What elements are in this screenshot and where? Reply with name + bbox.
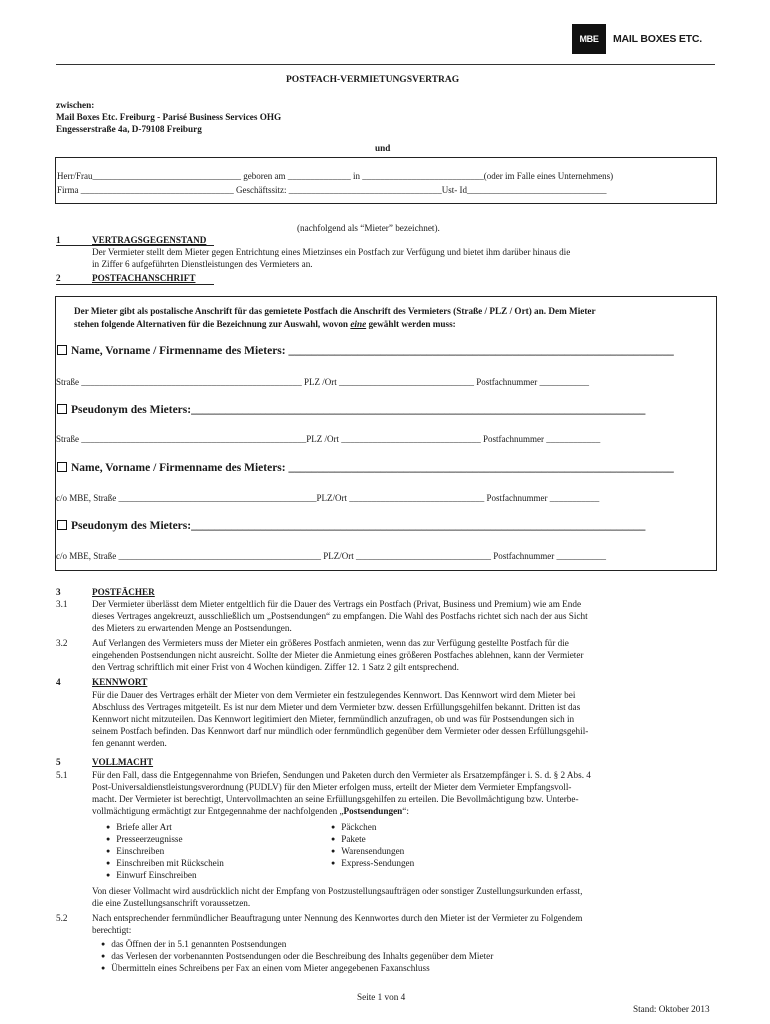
section-1-rule: [56, 245, 214, 246]
document-date: Stand: Oktober 2013: [633, 1004, 710, 1014]
list-item: ● Briefe aller Art: [106, 821, 224, 833]
section-4-title: KENNWORT: [92, 677, 148, 687]
document-title: POSTFACH-VERMIETUNGSVERTRAG: [286, 75, 460, 85]
page-number: Seite 1 von 4: [357, 992, 406, 1002]
section-2-rule: [56, 284, 214, 285]
tenant-note: (nachfolgend als “Mieter” bezeichnet).: [297, 223, 440, 233]
checkbox-icon[interactable]: [57, 345, 67, 355]
list-item: ● Einschreiben: [106, 845, 224, 857]
section-5-2-number: 5.2: [56, 913, 68, 923]
landlord-address: Engesserstraße 4a, D-79108 Freiburg: [56, 124, 202, 134]
landlord-name: Mail Boxes Etc. Freiburg - Parisé Business Services OHG: [56, 112, 282, 122]
checkbox-icon[interactable]: [57, 462, 67, 472]
section-3-2-number: 3.2: [56, 638, 68, 648]
section-5-title: VOLLMACHT: [92, 757, 154, 767]
list-item: ● Päckchen: [331, 821, 414, 833]
mbe-logo: MBE: [572, 24, 606, 54]
list-item: ● Übermitteln eines Schreibens per Fax an einen vom Mieter angegebenen Faxanschluss: [101, 962, 493, 974]
header-rule: [56, 64, 715, 65]
option-3-fields[interactable]: c/o MBE, Straße ____________________________________________PLZ/Ort ______________________________ Postfachnummer ___________: [56, 493, 600, 503]
company-logo-text: MAIL BOXES ETC.: [613, 33, 702, 45]
list-item: ● Presseerzeugnisse: [106, 833, 224, 845]
authorized-items-left: [106, 821, 224, 881]
option-1-title: Name, Vorname / Firmenname des Mieters: ___________________________________________________________________: [71, 345, 674, 357]
section-4-number: 4: [56, 677, 61, 687]
tenant-company-line[interactable]: Firma __________________________________ Geschäftssitz: __________________________________Ust- Id_______________________________: [57, 185, 607, 195]
option-4-title: Pseudonym des Mieters:_______________________________________________________________________________: [71, 520, 646, 532]
section-3-1-text: Der Vermieter überlässt dem Mieter entgeltlich für die Dauer des Vertrags ein Postfach (Privat, Business und Premium) wie am Ende dieses Vertrages angekreuzt, ausschließlich um „Postsendungen“ zu empfangen. Die Wahl des Postfachs richtet sich nach der aus Sicht des Mieters zu erwartenden Menge an Postsendungen.: [92, 599, 588, 633]
checkbox-icon[interactable]: [57, 520, 67, 530]
section-3-1-number: 3.1: [56, 599, 68, 609]
emphasis-eine: eine: [350, 319, 367, 329]
authorized-items-right: [331, 821, 414, 869]
list-item: ● Pakete: [331, 833, 414, 845]
list-item: ● Express-Sendungen: [331, 857, 414, 869]
between-label: zwischen:: [56, 100, 95, 110]
section-1-title: VERTRAGSGEGENSTAND: [92, 235, 207, 245]
and-label: und: [375, 143, 391, 153]
section-5-2-items: [101, 938, 493, 974]
address-option-4[interactable]: [57, 520, 645, 532]
section-5-1-text: Für den Fall, dass die Entgegennahme von Briefen, Sendungen und Paketen durch den Vermieter als Ersatzempfänger i. S. d. § 2 Abs. 4 Post-Universaldienstleistungsverordnung (PUDLV) für den Mieter erfolgen muss, erteilt der Mieter dem Vermieter Empfangsvoll- macht. Der Vermieter ist berechtigt, Untervollmachten an seine Erfüllungsgehilfen zu erteilen. Die Bevollmächtigung bzw. Unterbe- vollmächtigung ermächtigt zur Entgegennahme der nachfolgenden „Postsendungen“:: [92, 770, 591, 816]
option-3-title: Name, Vorname / Firmenname des Mieters: ___________________________________________________________________: [71, 462, 674, 474]
address-option-1[interactable]: [57, 345, 674, 357]
list-item: ● Einschreiben mit Rückschein: [106, 857, 224, 869]
list-item: ● Einwurf Einschreiben: [106, 869, 224, 881]
section-5-1-after: Von dieser Vollmacht wird ausdrücklich nicht der Empfang von Postzustellungsaufträgen oder sonstiger Zustellungsurkunden erfasst, die eine Zustellungsanschrift voraussetzen.: [92, 886, 583, 908]
tenant-person-line[interactable]: Herr/Frau_________________________________ geboren am ______________ in ___________________________(oder im Falle eines Unternehmens): [57, 171, 614, 181]
option-4-fields[interactable]: c/o MBE, Straße _____________________________________________ PLZ/Ort ______________________________ Postfachnummer ___________: [56, 551, 606, 561]
option-1-fields[interactable]: Straße _________________________________________________ PLZ /Ort ______________________________ Postfachnummer ___________: [56, 377, 589, 387]
section-4-text: Für die Dauer des Vertrages erhält der Mieter von dem Vermieter ein festzulegendes Kennwort. Das Kennwort wird dem Mieter bei Abschluss des Vertrages mitgeteilt. Es ist nur dem Mieter und dem Vermieter bzw. dessen Erfüllungsgehilfen bekannt. Dritten ist das Kennwort nicht mitzuteilen. Das Kennwort legitimiert den Mieter, fernmündlich anzufragen, ob und was für Postsendungen sich in seinem Postfach befinden. Das Kennwort darf nur mündlich oder fernmündlich gegenüber dem Vermieter oder dessen Erfüllungsgehil- fen genannt werden.: [92, 690, 589, 748]
address-option-3[interactable]: [57, 462, 674, 474]
section-5-2-text: Nach entsprechender fernmündlicher Beauftragung unter Nennung des Kennwortes durch den Mieter ist der Vermieter zu Folgendem berechtigt:: [92, 913, 583, 935]
address-option-2[interactable]: [57, 404, 645, 416]
section-3-title: POSTFÄCHER: [92, 587, 155, 597]
section-3-number: 3: [56, 587, 61, 597]
section-2-intro-1: Der Mieter gibt als postalische Anschrift für das gemietete Postfach die Anschrift des Vermieters (Straße / PLZ / Ort) an. Dem Mieter: [74, 306, 596, 316]
postsendungen-term: Postsendungen: [343, 806, 403, 816]
section-2-number: 2: [56, 273, 61, 283]
list-item: ● das Öffnen der in 5.1 genannten Postsendungen: [101, 938, 493, 950]
section-5-1-number: 5.1: [56, 770, 68, 780]
section-2-intro-2: stehen folgende Alternativen für die Bezeichnung zur Auswahl, wovon eine gewählt werden muss:: [74, 319, 456, 329]
option-2-fields[interactable]: Straße __________________________________________________PLZ /Ort _______________________________ Postfachnummer ____________: [56, 434, 601, 444]
list-item: ● Warensendungen: [331, 845, 414, 857]
section-2-title: POSTFACHANSCHRIFT: [92, 273, 196, 283]
section-5-number: 5: [56, 757, 61, 767]
list-item: ● das Verlesen der vorbenannten Postsendungen oder die Beschreibung des Inhalts gegenüber dem Mieter: [101, 950, 493, 962]
option-2-title: Pseudonym des Mieters:_______________________________________________________________________________: [71, 404, 646, 416]
section-1-number: 1: [56, 235, 61, 245]
section-3-2-text: Auf Verlangen des Vermieters muss der Mieter ein größeres Postfach anmieten, wenn das zur Verfügung gestellte Postfach für die eingehenden Postsendungen nicht ausreicht. Sollte der Mieter die Anmietung eines größeren Postfaches ablehnen, kann der Vermieter den Vertrag schriftlich mit einer Frist von 4 Wochen kündigen. Ziffer 12. 1 Satz 2 gilt entsprechend.: [92, 638, 584, 672]
section-1-text: Der Vermieter stellt dem Mieter gegen Entrichtung eines Mietzinses ein Postfach zur Verfügung und bietet ihm darüber hinaus die in Ziffer 6 aufgeführten Dienstleistungen des Vermieters an.: [92, 247, 571, 269]
checkbox-icon[interactable]: [57, 404, 67, 414]
